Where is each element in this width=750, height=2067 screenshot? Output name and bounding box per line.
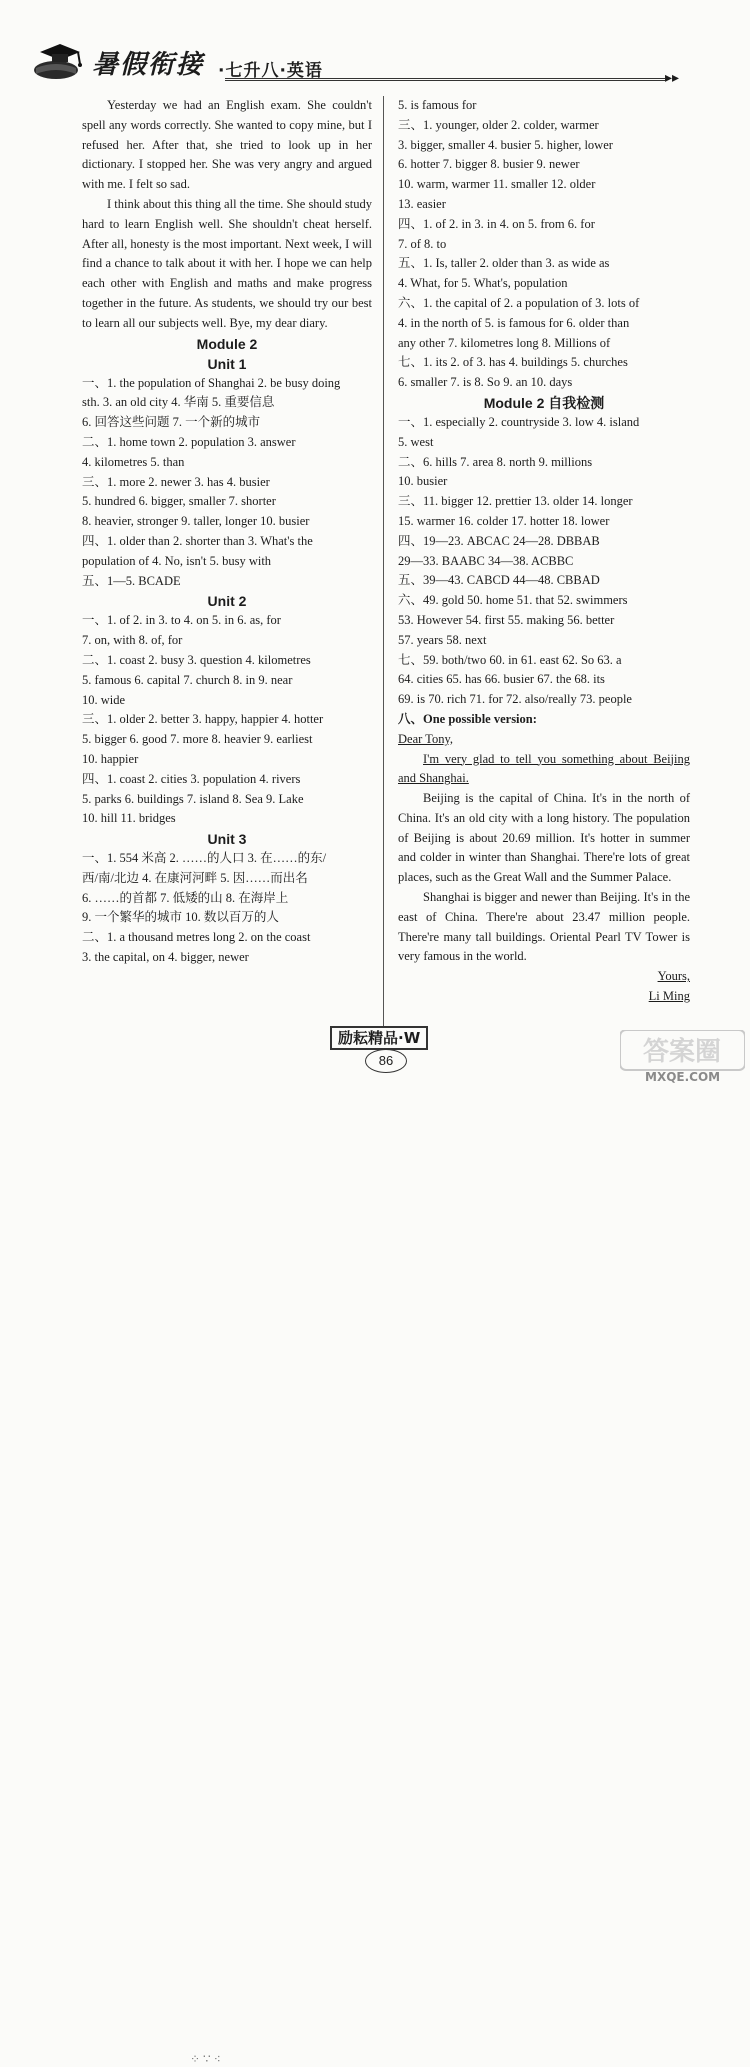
answer-line: 5. famous 6. capital 7. church 8. in 9. near: [82, 672, 293, 687]
answer-line: 二、1. coast 2. busy 3. question 4. kilometres: [82, 652, 311, 667]
answer-line: 13. easier: [398, 196, 446, 211]
answer-line: 10. busier: [398, 474, 448, 489]
answer-line: sth. 3. an old city 4. 华南 5. 重要信息: [82, 395, 275, 410]
svg-text:答案圈: 答案圈: [642, 1037, 722, 1067]
answer-line: 4. What, for 5. What's, population: [398, 276, 568, 291]
page-number: 86: [365, 1049, 407, 1073]
answer-line: 5. west: [398, 434, 434, 449]
answer-line: 6. 回答这些问题 7. 一个新的城市: [82, 415, 261, 430]
answer-line: 7. on, with 8. of, for: [82, 633, 183, 648]
answer-line: 一、1. the population of Shanghai 2. be busy doing: [82, 375, 341, 390]
answer-line: 64. cities 65. has 66. busier 67. the 68. its: [398, 672, 605, 687]
answer-line: 五、1—5. BCADE: [82, 573, 181, 588]
answer-line: 9. 一个繁华的城市 10. 数以百万的人: [82, 910, 279, 925]
unit1-answers: [82, 374, 372, 592]
answer-line: 六、49. gold 50. home 51. that 52. swimmers: [398, 593, 628, 608]
answer-line: 三、11. bigger 12. prettier 13. older 14. longer: [398, 494, 633, 509]
answer-line: 四、1. of 2. in 3. in 4. on 5. from 6. for: [398, 216, 595, 231]
answer-line: 53. However 54. first 55. making 56. better: [398, 612, 615, 627]
unit3-answers-continued: [398, 96, 690, 393]
letter-greeting: Dear Tony,: [398, 731, 454, 746]
answer-line: 3. the capital, on 4. bigger, newer: [82, 950, 249, 965]
column-divider: [383, 96, 384, 1026]
watermark-url: MXQE.COM: [645, 1070, 721, 1084]
answer-line: 6. hotter 7. bigger 8. busier 9. newer: [398, 157, 580, 172]
unit-title: Unit 3: [207, 831, 247, 848]
answer-line: 6. smaller 7. is 8. So 9. an 10. days: [398, 375, 573, 390]
header-subtitle: ·七升八·英语: [218, 61, 323, 81]
diary-paragraph: I think about this thing all the time. She should study hard to learn English well. She shouldn't cheat herself. After all, honesty is the most important. Next week, I will find a chance to talk about it with her. I hope we can help each other with English and maths and make progress together in the future. As students, we should try our best to learn all our subjects well. Bye, my dear diary.: [82, 196, 372, 330]
unit-title: Unit 1: [207, 355, 247, 372]
answer-line: 5. bigger 6. good 7. more 8. heavier 9. earliest: [82, 732, 313, 747]
self-test-answers: [398, 413, 690, 710]
decorative-sketch-icon: ⁘ ∵ ⁖: [190, 2052, 221, 2066]
answer-line: 七、59. both/two 60. in 61. east 62. So 63. a: [398, 652, 622, 667]
answer-line: 29—33. BAABC 34—38. ACBBC: [398, 553, 574, 568]
answer-line: 5. parks 6. buildings 7. island 8. Sea 9. Lake: [82, 791, 304, 806]
answer-line: 4. in the north of 5. is famous for 6. older than: [398, 315, 630, 330]
essay-label: 八、One possible version:: [398, 711, 537, 726]
header-rule: [225, 78, 665, 81]
answer-line: 8. heavier, stronger 9. taller, longer 10. busier: [82, 514, 310, 529]
answer-line: 5. is famous for: [398, 98, 477, 112]
footer-brand: 励耘精品·W: [330, 1026, 428, 1050]
answer-line: 七、1. its 2. of 3. has 4. buildings 5. churches: [398, 355, 628, 370]
right-column: [398, 96, 690, 1007]
answer-line: 四、1. older than 2. shorter than 3. What's the: [82, 533, 313, 548]
answer-line: 10. happier: [82, 751, 139, 766]
letter-intro: I'm very glad to tell you something about Beijing and Shanghai.: [398, 751, 690, 786]
answer-line: 57. years 58. next: [398, 632, 487, 647]
answer-line: 四、1. coast 2. cities 3. population 4. rivers: [82, 771, 301, 786]
answer-line: 3. bigger, smaller 4. busier 5. higher, lower: [398, 137, 613, 152]
arrow-right-icon: ▸▸: [665, 70, 680, 86]
answer-line: 7. of 8. to: [398, 236, 447, 251]
unit3-answers: [82, 849, 372, 968]
answer-line: 二、1. home town 2. population 3. answer: [82, 434, 296, 449]
answer-line: 三、1. more 2. newer 3. has 4. busier: [82, 474, 270, 489]
answer-line: 一、1. of 2. in 3. to 4. on 5. in 6. as, for: [82, 613, 281, 628]
diary-paragraph: Yesterday we had an English exam. She couldn't spell any words correctly. She wanted to copy mine, but I refused her. After that, she tried to look up in her dictionary. I stopped her. She was very angry and argued with me. I felt so sad.: [82, 98, 372, 192]
self-test-title: Module 2 自我检测: [483, 394, 605, 411]
letter-paragraph: Shanghai is bigger and newer than Beijing. It's in the east of China. There're about 23.47 million people. There're many tall buildings. Oriental Pearl TV Tower is very famous in the world.: [398, 890, 690, 964]
header-title: 暑假衔接: [92, 50, 205, 80]
answer-line: 六、1. the capital of 2. a population of 3. lots of: [398, 295, 640, 310]
letter-closing: Yours,: [657, 969, 690, 984]
answer-line: 6. ……的首都 7. 低矮的山 8. 在海岸上: [82, 890, 289, 905]
answer-line: 5. hundred 6. bigger, smaller 7. shorter: [82, 494, 276, 509]
answer-line: 二、1. a thousand metres long 2. on the coast: [82, 930, 311, 945]
mortarboard-book-icon: [30, 40, 88, 82]
answer-line: 五、1. Is, taller 2. older than 3. as wide as: [398, 256, 610, 271]
page-header: [0, 0, 750, 92]
answer-line: 四、19—23. ABCAC 24—28. DBBAB: [398, 533, 600, 548]
answer-line: 一、1. 554 米高 2. ……的人口 3. 在……的东/: [82, 851, 327, 866]
answer-line: any other 7. kilometres long 8. Millions of: [398, 335, 611, 350]
letter-paragraph: Beijing is the capital of China. It's in the north of China. It's an old city with a long history. The population of Beijing is about 20.69 million. It's hotter in summer and colder in winter than Shanghai. There're lots of great places, such as the Great Wall and the Summer Palace.: [398, 791, 690, 885]
answer-line: 10. warm, warmer 11. smaller 12. older: [398, 177, 596, 192]
answer-line: 10. hill 11. bridges: [82, 811, 176, 826]
left-column: [82, 96, 372, 968]
answer-line: 三、1. older 2. better 3. happy, happier 4. hotter: [82, 712, 324, 727]
answer-line: 西/南/北边 4. 在康河河畔 5. 因……而出名: [82, 870, 308, 885]
answer-line: 10. wide: [82, 692, 126, 707]
answer-line: 一、1. especially 2. countryside 3. low 4. island: [398, 414, 640, 429]
answer-line: population of 4. No, isn't 5. busy with: [82, 553, 272, 568]
letter-signature: Li Ming: [648, 989, 690, 1004]
answer-line: 69. is 70. rich 71. for 72. also/really 73. people: [398, 692, 632, 707]
unit-title: Unit 2: [207, 593, 247, 610]
unit2-answers: [82, 611, 372, 829]
answer-line: 4. kilometres 5. than: [82, 454, 185, 469]
answer-line: 三、1. younger, older 2. colder, warmer: [398, 117, 599, 132]
answer-line: 五、39—43. CABCD 44—48. CBBAD: [398, 573, 600, 588]
answer-line: 二、6. hills 7. area 8. north 9. millions: [398, 454, 593, 469]
module-title: Module 2: [196, 335, 258, 352]
answer-line: 15. warmer 16. colder 17. hotter 18. lower: [398, 513, 610, 528]
